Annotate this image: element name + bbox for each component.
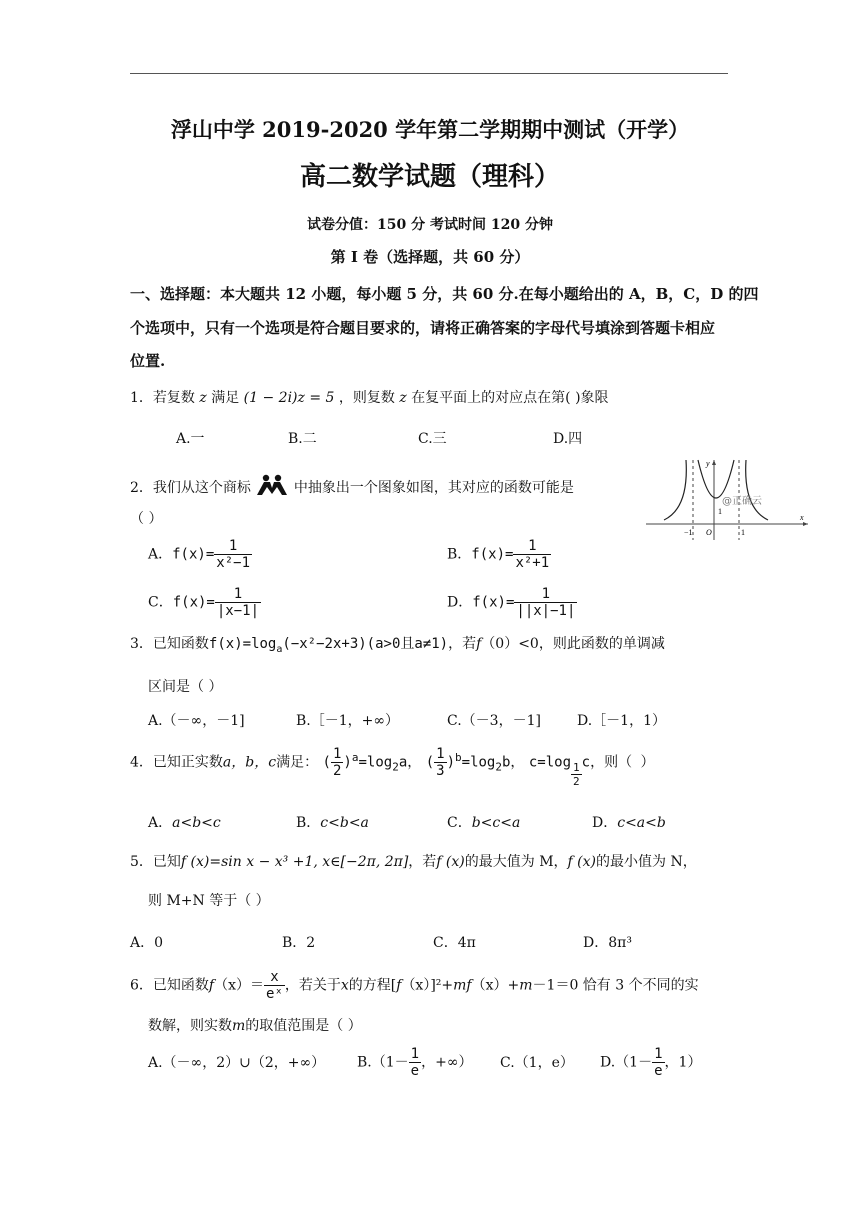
q1-equation: (1 − 2i)z = 5 [243, 390, 335, 406]
q1-text-c: ，则复数 [338, 390, 395, 406]
q2-option-d-lhs: f(x)= [472, 594, 515, 611]
q2-option-c-lhs: f(x)= [172, 594, 215, 611]
q2-option-d [447, 586, 577, 619]
q6-text-a: 6．已知函数 [130, 977, 209, 994]
q4-frac-half [331, 746, 343, 779]
q2-option-d-fraction [514, 586, 577, 619]
q4-p2-num: 1 [436, 746, 445, 762]
q1-text-a: 1．若复数 [130, 390, 195, 406]
q6-option-a: A.（－∞，2）∪（2，+∞） [148, 1055, 326, 1071]
q4-paren-close-2: ) [446, 754, 456, 771]
q6-var-x: x [340, 977, 349, 994]
q4-b-value: c<b<a [320, 815, 369, 831]
q3-line2: 区间是（ ） [148, 679, 223, 695]
q6-d-fraction [652, 1046, 664, 1079]
graph-origin: O [706, 528, 712, 537]
question-4 [130, 746, 655, 788]
q6-line2 [148, 1015, 362, 1035]
q4-p2-rhs: =log [461, 754, 496, 771]
q3-text-a: 3．已知函数 [130, 636, 209, 652]
q4-frac-third [434, 746, 446, 779]
q4-p1-sub: 2 [392, 760, 399, 774]
q6-den: eˣ [266, 986, 283, 1002]
q5-option-b: B．2 [282, 935, 316, 951]
q2-option-b-label: B． [447, 546, 472, 563]
header-rule [130, 73, 728, 74]
q2-option-c-label: C． [148, 594, 173, 611]
q2-option-b-fraction [513, 538, 551, 571]
exam-title: 浮山中学 2019-2020 学年第二学期期中测试（开学） [170, 117, 690, 142]
q6-line2-b: 的取值范围是（ ） [245, 1018, 362, 1034]
q2-a-den: x²−1 [216, 555, 250, 571]
q6-d-den: e [654, 1063, 663, 1079]
q6-option-c: C.（1，e） [500, 1055, 574, 1071]
q2-option-c [148, 586, 261, 619]
q1-option-c: C.三 [418, 431, 447, 447]
q4-option-c [447, 812, 520, 832]
q4-option-b [296, 812, 369, 832]
q4-option-a [148, 812, 221, 832]
q4-p1-exp: a [351, 750, 359, 764]
q6-b-num: 1 [410, 1046, 420, 1062]
q2-b-num: 1 [528, 538, 537, 554]
q2-answer-paren: （ ） [130, 511, 163, 527]
exam-subtitle: 高二数学试题（理科） [299, 162, 560, 192]
question-6 [130, 969, 699, 1002]
function-graph [642, 456, 812, 542]
graph-y-tick-1: 1 [718, 507, 722, 516]
q4-p2-exp: b [455, 750, 462, 764]
q5-text-a: 5．已知 [130, 854, 181, 870]
q4-p3-den: 2 [573, 774, 580, 788]
q2-option-a-lhs: f(x)= [172, 546, 215, 563]
q5-equation: f (x)=sin x − x³ +1, x∈[−2π, 2π] [180, 854, 409, 870]
q3-var-f: f [476, 636, 482, 652]
q2-c-den: |x−1| [216, 603, 260, 619]
q2-d-num: 1 [541, 586, 551, 602]
q4-p2-sub: 2 [495, 760, 502, 774]
q4-paren-open-2: ( [425, 754, 435, 771]
q4-a-label: A． [148, 815, 173, 831]
q4-c-label: C． [447, 815, 472, 831]
question-3 [130, 633, 665, 655]
q6-text-e: （x）]²+ [401, 977, 454, 994]
q4-p1-num: 1 [332, 746, 342, 762]
q6-fraction [264, 969, 285, 1002]
q1-text-b: 满足 [211, 390, 240, 406]
q6-text-b: （x）＝ [214, 977, 265, 994]
q6-text-h: －1＝0 恰有 3 个不同的实 [532, 977, 699, 994]
q1-option-b: B.二 [288, 431, 317, 447]
q1-var-z: z [199, 390, 207, 406]
q6-option-d [600, 1046, 701, 1079]
q2-a-num: 1 [228, 538, 238, 554]
q2-text-b: 中抽象出一个图象如图，其对应的函数可能是 [293, 480, 574, 496]
q6-b-fraction [409, 1046, 421, 1079]
q3-option-b: B.［－1，+∞） [296, 713, 400, 729]
q6-var-f-2: f [396, 977, 402, 994]
graph-tick-neg1: −1 [684, 528, 693, 537]
q4-p3-end: c，则（ ） [581, 754, 655, 771]
q5-f1: f (x) [436, 854, 465, 870]
q6-var-f: f [208, 977, 215, 994]
q4-p2-end: b， [501, 754, 525, 771]
q2-option-a [148, 538, 252, 571]
q3-text-b: ，若 [448, 636, 477, 652]
q4-d-label: D． [592, 815, 618, 831]
q2-option-b [447, 538, 551, 571]
q6-text-c: ，若关于 [284, 977, 341, 994]
section-instructions-line1: 一、选择题：本大题共 12 小题，每小题 5 分，共 60 分.在每小题给出的 A，B，C，D 的四 [130, 285, 759, 303]
q2-option-a-fraction [214, 538, 252, 571]
q5-option-d: D．8π³ [583, 935, 632, 951]
part-heading: 第 I 卷（选择题，共 60 分） [330, 248, 530, 266]
q4-p3: c=log [528, 754, 572, 771]
q1-option-d: D.四 [553, 431, 583, 447]
q2-b-den: x²+1 [515, 555, 550, 571]
q6-line2-a: 数解，则实数 [148, 1018, 232, 1034]
q3-text-c: （0）<0，则此函数的单调减 [481, 636, 665, 652]
q5-text-c: 的最大值为 M， [464, 854, 568, 870]
q5-option-a: A．0 [130, 935, 164, 951]
q4-paren-open: ( [322, 754, 331, 771]
q4-option-d [592, 812, 666, 832]
q6-b-right: ，+∞） [421, 1054, 473, 1071]
watermark-text: @正确云 [722, 496, 762, 507]
question-2 [130, 474, 574, 497]
q5-text-d: 的最小值为 N， [596, 854, 697, 870]
q4-d-value: c<a<b [617, 815, 666, 831]
q2-d-den: ||x|−1| [516, 603, 576, 619]
q1-text-d: 在复平面上的对应点在第( )象限 [411, 390, 609, 406]
section-instructions-line2: 个选项中，只有一个选项是符合题目要求的，请将正确答案的字母代号填涂到答题卡相应 [130, 319, 716, 337]
q6-var-mf: mf [453, 977, 472, 994]
question-1 [130, 387, 609, 407]
q4-c-value: b<c<a [471, 815, 521, 831]
q3-option-d: D.［－1，1） [577, 713, 666, 729]
q3-option-c: C.（－3，－1] [447, 713, 541, 729]
graph-x-label: x [800, 513, 804, 522]
q5-line2: 则 M+N 等于（ ） [148, 893, 270, 909]
q6-text-d: 的方程[ [348, 977, 397, 994]
section-instructions-line3: 位置. [130, 352, 166, 370]
q6-text-g: （x）+ [471, 977, 520, 994]
graph-tick-1: 1 [741, 528, 745, 537]
q1-var-z-2: z [399, 390, 407, 406]
q2-option-b-lhs: f(x)= [471, 546, 514, 563]
q4-b-label: B． [296, 815, 321, 831]
q5-option-c: C．4π [433, 935, 476, 951]
q6-d-num: 1 [654, 1046, 663, 1062]
q3-option-a: A.（－∞，－1] [148, 713, 245, 729]
q5-f2: f (x) [567, 854, 596, 870]
q6-var-m: m [519, 977, 533, 994]
q6-var-m-2: m [232, 1018, 246, 1034]
q4-p1-end: a， [398, 754, 422, 771]
q6-b-den: e [410, 1063, 420, 1079]
q6-num: x [270, 969, 279, 985]
q4-text-b: 满足： [276, 754, 319, 771]
q6-d-left: D.（1－ [600, 1054, 653, 1071]
q4-log-base-half [571, 761, 582, 788]
q6-option-b [357, 1046, 473, 1079]
q2-text-a: 2．我们从这个商标 [130, 480, 251, 496]
q6-b-left: B.（1－ [357, 1054, 409, 1071]
q2-option-a-label: A． [148, 546, 173, 563]
exam-meta: 试卷分值：150 分 考试时间 120 分钟 [307, 217, 553, 233]
q4-a-value: a<b<c [172, 815, 221, 831]
q4-p1-rhs: =log [358, 754, 393, 771]
q2-option-d-label: D． [447, 594, 473, 611]
q4-p2-den: 3 [436, 763, 445, 779]
q4-p1-den: 2 [332, 763, 342, 779]
q3-function: f(x)=log [208, 636, 277, 652]
graph-y-label: y [706, 459, 710, 468]
kappa-logo-icon [255, 474, 289, 496]
q6-d-right: ，1） [664, 1054, 702, 1071]
q4-p3-num: 1 [573, 760, 580, 774]
q2-c-num: 1 [233, 586, 243, 602]
q3-function-args: (−x²−2x+3)(a>0且a≠1) [282, 636, 449, 652]
q4-vars: a，b，c [222, 754, 277, 771]
q1-option-a: A.一 [176, 431, 205, 447]
q5-text-b: ，若 [408, 854, 437, 870]
question-5 [130, 851, 697, 871]
q2-option-c-fraction [215, 586, 261, 619]
q3-log-base: a [276, 643, 283, 655]
q4-paren-close: ) [343, 754, 352, 771]
q4-text-a: 4．已知正实数 [130, 754, 223, 771]
